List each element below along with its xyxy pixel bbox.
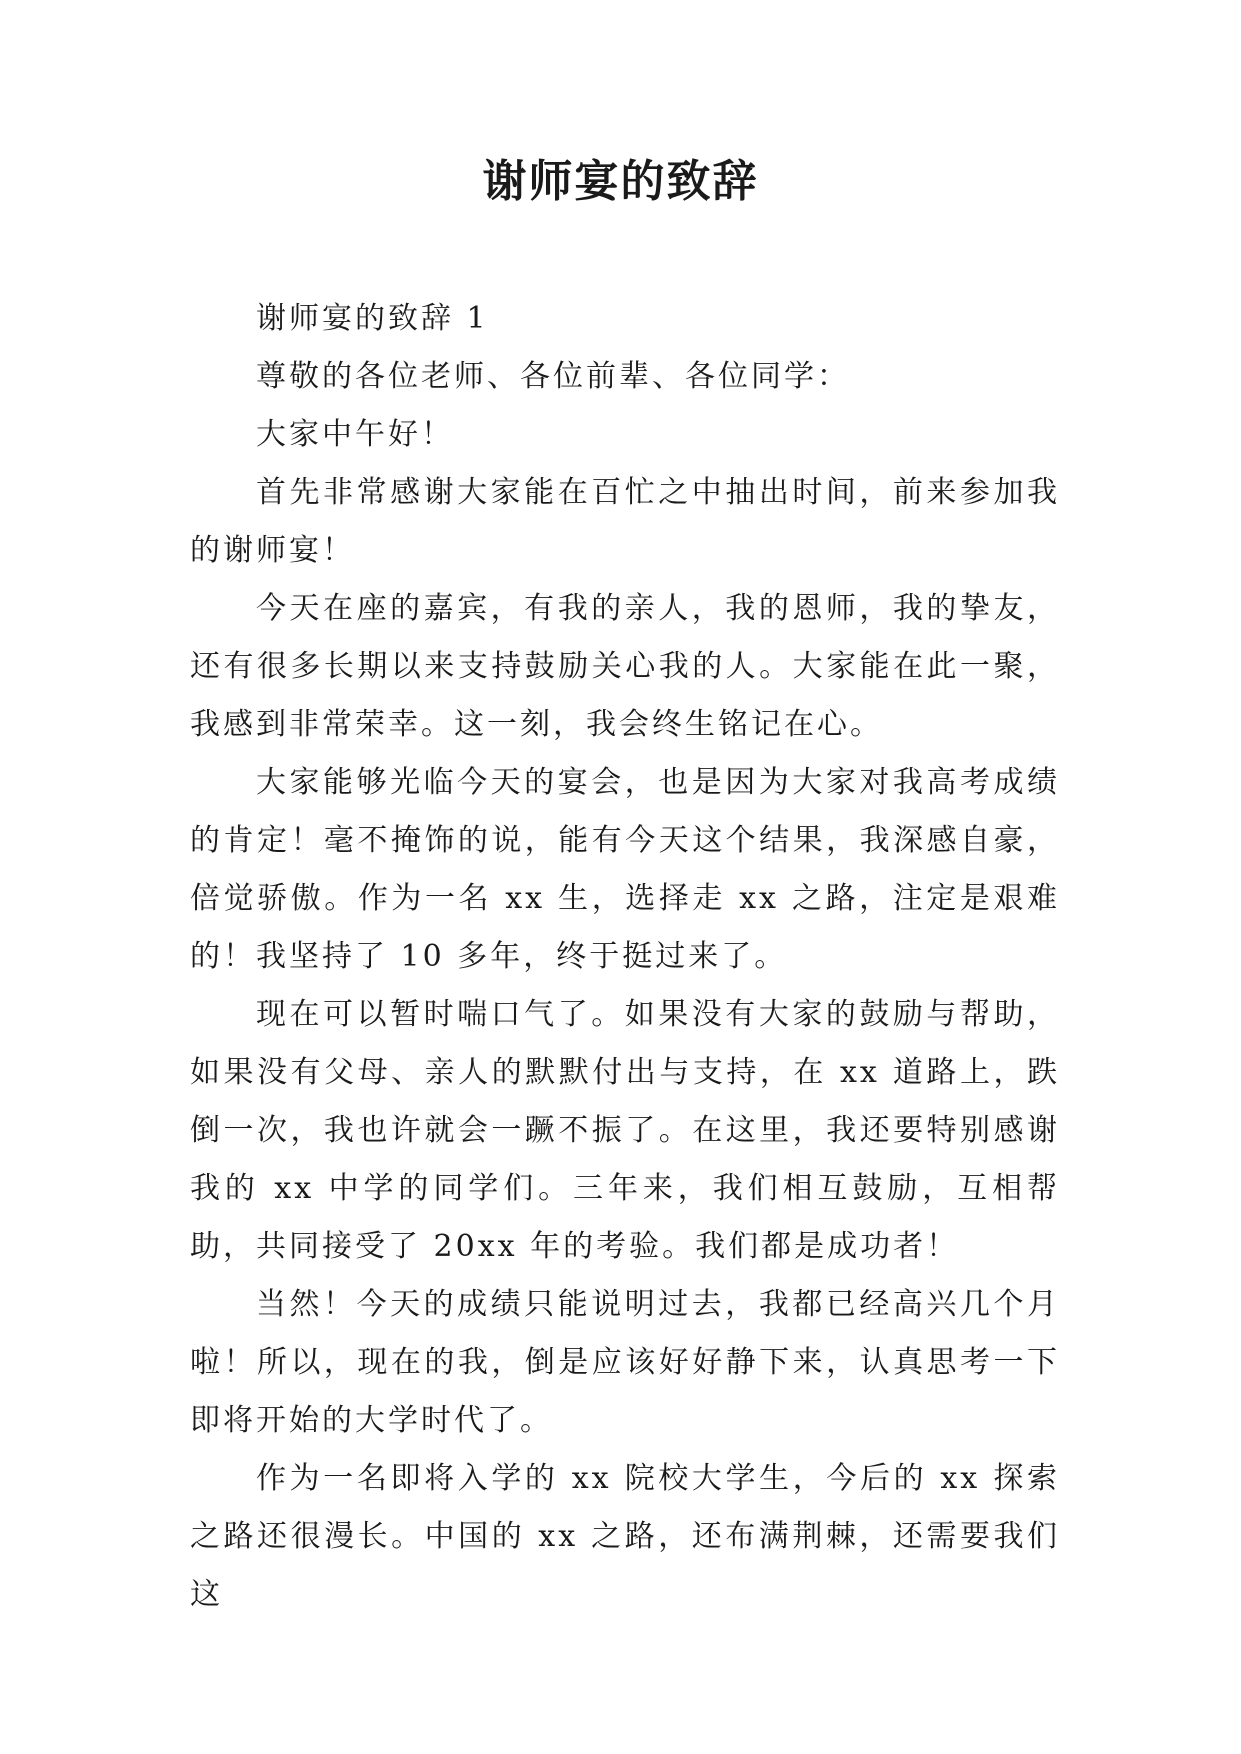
paragraph: 首先非常感谢大家能在百忙之中抽出时间，前来参加我的谢师宴！	[190, 475, 1060, 568]
document-body	[190, 290, 1060, 1624]
paragraph: 大家能够光临今天的宴会，也是因为大家对我高考成绩的肯定！毫不掩饰的说，能有今天这个结果，我深感自豪，倍觉骄傲。作为一名 xx 生，选择走 xx 之路，注定是艰难的！我坚持了 10 多年，终于挺过来了。	[190, 765, 1060, 974]
paragraph-greeting: 大家中午好！	[256, 417, 454, 452]
paragraph: 今天在座的嘉宾，有我的亲人，我的恩师，我的挚友，还有很多长期以来支持鼓励关心我的人。大家能在此一聚，我感到非常荣幸。这一刻，我会终生铭记在心。	[190, 591, 1060, 742]
document-title: 谢师宴的致辞	[482, 156, 759, 207]
paragraph: 现在可以暂时喘口气了。如果没有大家的鼓励与帮助，如果没有父母、亲人的默默付出与支持，在 xx 道路上，跌倒一次，我也许就会一蹶不振了。在这里，我还要特别感谢我的 xx 中学的同学们。三年来，我们相互鼓励，互相帮助，共同接受了 20xx 年的考验。我们都是成功者！	[190, 997, 1060, 1264]
paragraph: 作为一名即将入学的 xx 院校大学生，今后的 xx 探索之路还很漫长。中国的 xx 之路，还布满荆棘，还需要我们这	[190, 1461, 1060, 1612]
document-body-viewport	[190, 290, 1060, 1612]
paragraph-heading: 谢师宴的致辞 1	[256, 301, 489, 336]
paragraph-salutation: 尊敬的各位老师、各位前辈、各位同学：	[256, 359, 850, 394]
paragraph: 当然！今天的成绩只能说明过去，我都已经高兴几个月啦！所以，现在的我，倒是应该好好静下来，认真思考一下即将开始的大学时代了。	[190, 1287, 1060, 1438]
